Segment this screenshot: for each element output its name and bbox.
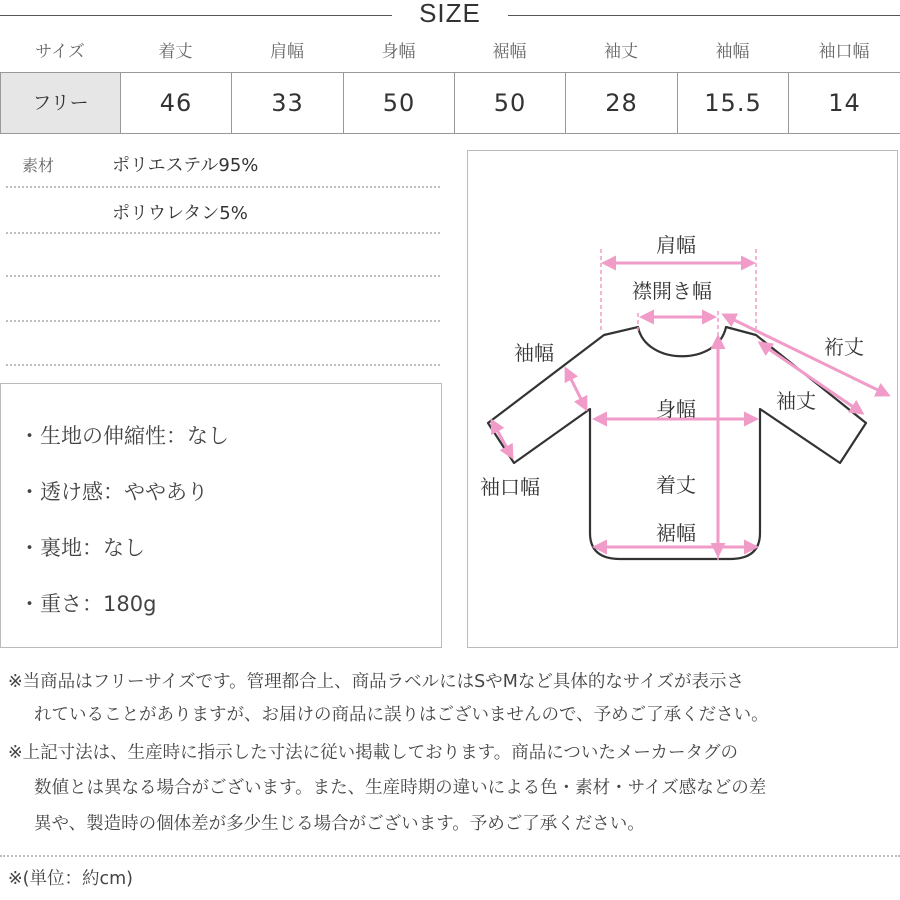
label-raglan: 裄丈 — [824, 335, 864, 359]
note-2-line-1: ※上記寸法は、生産時に指示した寸法に従い掲載しております。商品についたメーカータグの — [8, 743, 739, 763]
material-divider-2 — [6, 232, 440, 234]
note-1-line-2: れていることがありますが、お届けの商品に誤りはございませんので、予めご了承ください。 — [34, 705, 769, 725]
label-length: 着丈 — [656, 473, 696, 497]
properties-box — [0, 383, 442, 648]
material-divider-4 — [6, 320, 440, 322]
material-divider-1 — [6, 186, 440, 188]
notes-divider — [0, 855, 900, 857]
cell-sleeve-length: 28 — [565, 73, 677, 133]
label-cuff-width: 袖口幅 — [480, 475, 540, 499]
material-line-2: ポリウレタン5% — [112, 203, 248, 224]
property-sheerness: ・透け感：ややあり — [19, 480, 208, 504]
title-rule-left — [0, 15, 392, 16]
property-lining: ・裏地：なし — [19, 536, 145, 560]
label-neck-width: 襟開き幅 — [632, 279, 712, 303]
material-line-1: ポリエステル95% — [112, 155, 259, 176]
material-divider-5 — [6, 364, 440, 366]
header-cuff-width: 袖口幅 — [818, 42, 870, 62]
cell-sleeve-width: 15.5 — [677, 73, 788, 133]
sleeve-width-arrow — [566, 369, 586, 409]
measurement-diagram — [467, 150, 898, 648]
label-sleeve-width: 袖幅 — [514, 341, 554, 365]
header-length: 着丈 — [158, 42, 193, 62]
cuff-arrow — [492, 421, 512, 457]
label-body-width: 身幅 — [656, 397, 696, 421]
cell-size-free: フリー — [0, 73, 120, 133]
property-stretch: ・生地の伸縮性：なし — [19, 424, 229, 448]
header-sleeve-length: 袖丈 — [604, 42, 638, 62]
header-sleeve-width: 袖幅 — [715, 42, 750, 62]
note-2-line-3: 異や、製造時の個体差が多少生じる場合がございます。予めご了承ください。 — [34, 814, 645, 834]
header-shoulder: 肩幅 — [270, 42, 304, 62]
header-hem-width: 裾幅 — [492, 42, 527, 62]
size-table-row — [0, 72, 900, 134]
size-title — [0, 0, 900, 32]
size-title-text: SIZE — [419, 0, 481, 28]
material-label: 素材 — [22, 156, 55, 175]
note-2-line-2: 数値とは異なる場合がございます。また、生産時期の違いによる色・素材・サイズ感などの差 — [34, 778, 767, 798]
label-sleeve-length: 袖丈 — [776, 389, 816, 413]
size-table-header — [0, 34, 900, 72]
cell-body-width: 50 — [343, 73, 454, 133]
note-1-line-1: ※当商品はフリーサイズです。管理都合上、商品ラベルにはSやMなど具体的なサイズが表示さ — [8, 672, 744, 692]
header-body-width: 身幅 — [381, 42, 416, 62]
label-shoulder: 肩幅 — [656, 233, 696, 257]
title-rule-right — [508, 15, 900, 16]
label-hem-width: 裾幅 — [656, 521, 696, 545]
property-weight: ・重さ：180g — [19, 592, 157, 616]
unit-note: ※(単位：約cm) — [8, 869, 133, 889]
material-divider-3 — [6, 275, 440, 277]
cell-length: 46 — [120, 73, 231, 133]
cell-shoulder: 33 — [231, 73, 343, 133]
cell-hem-width: 50 — [454, 73, 565, 133]
cell-cuff-width: 14 — [788, 73, 900, 133]
size-table — [0, 34, 900, 117]
header-size: サイズ — [35, 42, 85, 62]
